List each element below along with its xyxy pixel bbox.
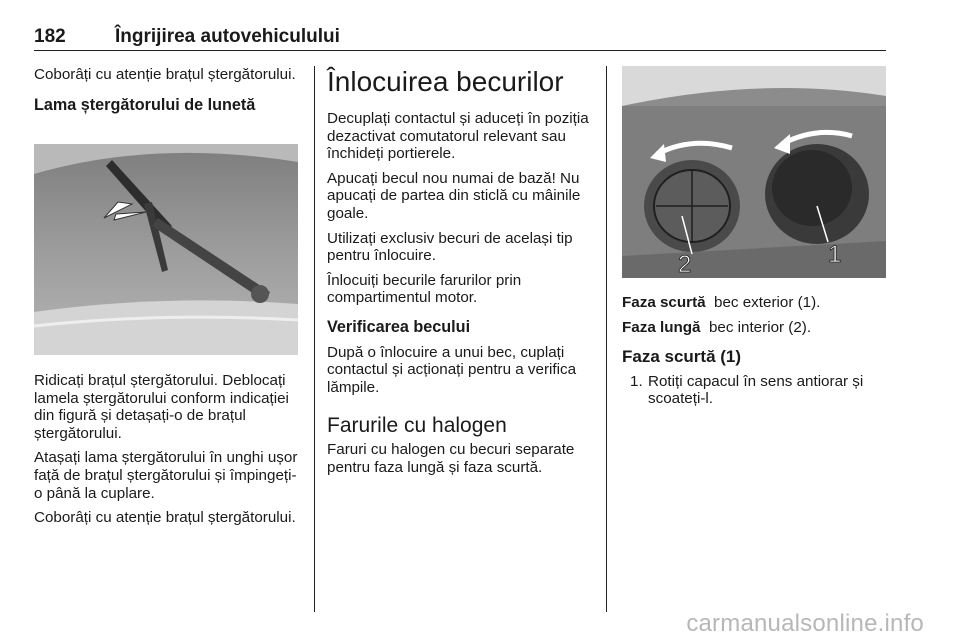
column-divider-2 — [606, 66, 607, 612]
section-heading-rear-wiper: Lama ștergătorului de lunetă — [34, 95, 256, 114]
column-3 — [622, 294, 886, 408]
legend-term: Faza scurtă — [622, 294, 706, 311]
page-title: Îngrijirea autovehiculului — [115, 26, 340, 47]
paragraph: Înlocuiți becurile farurilor prin compartimentul motor. — [327, 271, 522, 307]
legend-text: bec exterior (1). — [714, 294, 821, 311]
callout-1: 1 — [828, 241, 842, 268]
column-1-lower — [34, 372, 300, 534]
headlamp-figure — [622, 66, 886, 278]
column-1 — [34, 66, 300, 127]
chapter-heading-bulb-replacement: Înlocuirea becurilor — [327, 66, 564, 97]
legend-high-beam — [622, 319, 886, 337]
step-number: 1. — [630, 372, 643, 390]
paragraph: Faruri cu halogen cu becuri separate pentru faza lungă și faza scurtă. — [327, 441, 575, 476]
high-beam-cap — [644, 160, 740, 252]
header-rule — [34, 50, 886, 51]
paragraph: Ridicați brațul ștergătorului. Deblocați lamela ștergătorului conform indicației din figură și detașați-o de brațul ștergătorului. — [34, 372, 289, 442]
callout-2: 2 — [678, 251, 692, 278]
low-beam-cap — [765, 144, 869, 244]
paragraph: Atașați lama ștergătorului în unghi ușor față de brațul ștergătorului și împingeți-o până la cuplare. — [34, 449, 298, 502]
headlamp-illustration — [622, 66, 886, 278]
sub-heading-bulb-check: Verificarea becului — [327, 317, 471, 336]
steps-list — [622, 373, 886, 408]
paragraph: Coborâți cu atenție brațul ștergătorului. — [34, 66, 296, 83]
step-text: Rotiți capacul în sens antiorar și scoateți-l. — [648, 372, 864, 408]
column-2 — [327, 66, 593, 484]
paragraph: Decuplați contactul și aduceți în poziția dezactivat comutatorul relevant sau închideți portierele. — [327, 110, 589, 163]
paragraph: După o înlocuire a unui bec, cuplați contactul și acționați pentru a verifica lămpile. — [327, 343, 577, 396]
rear-wiper-figure — [34, 144, 298, 355]
sub-heading-low-beam: Faza scurtă (1) — [622, 347, 742, 367]
list-item — [622, 373, 886, 408]
paragraph: Coborâți cu atenție brațul ștergătorului. — [34, 509, 296, 527]
section-heading-halogen: Farurile cu halogen — [327, 414, 507, 438]
legend-text: bec interior (2). — [708, 318, 812, 336]
paragraph: Apucați becul nou numai de bază! Nu apucați de partea din sticlă cu mâinile goale. — [327, 169, 581, 222]
column-divider-1 — [314, 66, 315, 612]
paragraph: Utilizați exclusiv becuri de același tip pentru înlocuire. — [327, 229, 573, 265]
legend-term: Faza lungă — [622, 318, 701, 336]
rear-wiper-illustration — [34, 144, 298, 355]
page-number: 182 — [34, 26, 66, 47]
page-header — [34, 26, 886, 50]
legend-low-beam — [622, 294, 886, 312]
watermark: carmanualsonline.info — [686, 610, 924, 637]
